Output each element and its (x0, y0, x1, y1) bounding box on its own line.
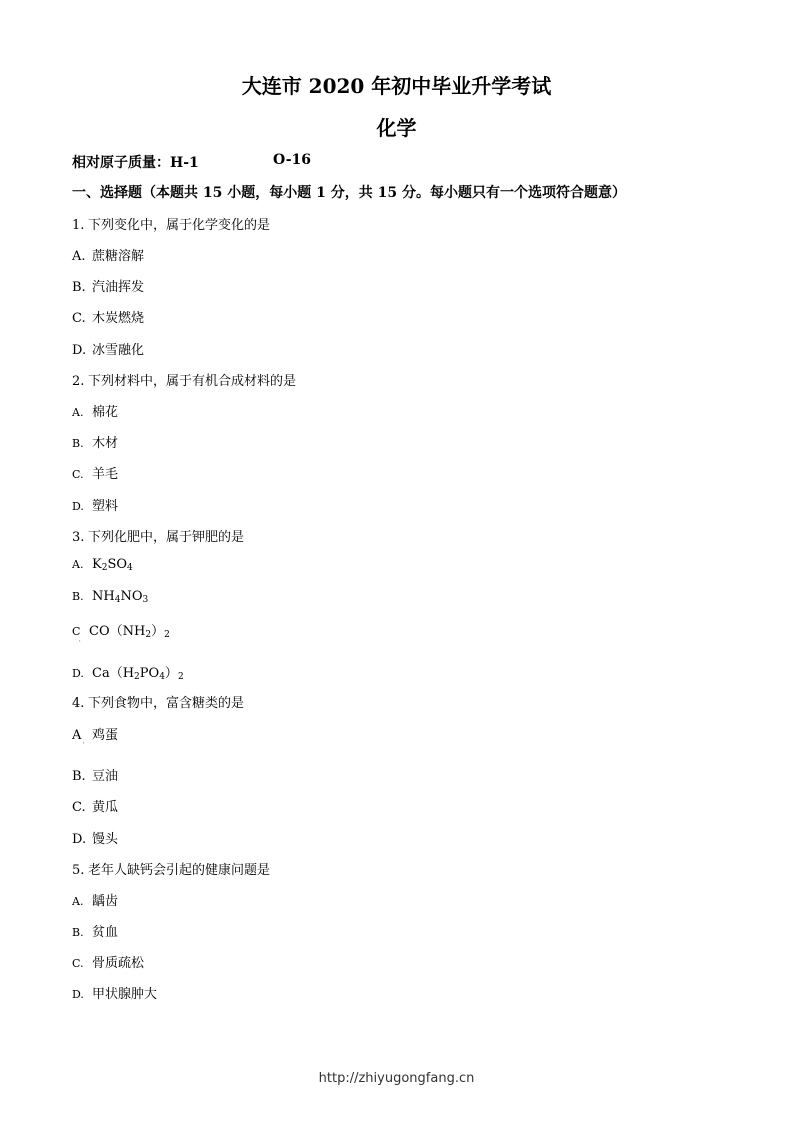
option-letter: A. (72, 249, 86, 264)
question-number: 1. (72, 218, 85, 233)
option-letter: D. (72, 500, 84, 513)
question-stem: 下列食物中，富含糖类的是 (88, 696, 245, 711)
formula-subscript: 2 (134, 672, 140, 682)
option-text: 汽油挥发 (92, 280, 145, 295)
question-stem: 下列化肥中，属于钾肥的是 (88, 530, 245, 545)
subject-title: 化学 (376, 116, 417, 140)
option-letter: B. (72, 926, 84, 939)
formula-subscript: 4 (159, 672, 165, 682)
formula-subscript: 4 (114, 595, 121, 605)
option-letter: C. (72, 800, 86, 815)
formula-subscript: 4 (127, 563, 133, 573)
formula-part: CO（NH (89, 624, 146, 639)
atomic-mass-label: 相对原子质量：H-1 (72, 155, 199, 171)
question-number: 2. (72, 374, 85, 389)
option-text: 豆油 (92, 769, 119, 784)
option-letter: C (72, 625, 81, 638)
option-letter: D. (72, 832, 87, 847)
option-text: 骨质疏松 (92, 956, 145, 971)
option-text: 棉花 (92, 405, 119, 420)
q3-option-c (72, 620, 170, 639)
scan-mark: ' (79, 640, 81, 647)
question-3 (72, 526, 244, 545)
formula-subscript: 2 (164, 630, 170, 640)
q3-option-d (72, 662, 184, 681)
question-stem: 下列材料中，属于有机合成材料的是 (88, 374, 297, 389)
section-heading: 一、选择题（本题共 15 小题，每小题 1 分，共 15 分。每小题只有一个选项符合题意） (72, 185, 626, 201)
q4-option-d (72, 828, 118, 847)
option-letter: C. (72, 957, 84, 970)
option-text: 黄瓜 (92, 800, 119, 815)
option-letter: B. (72, 280, 86, 295)
option-text: 贫血 (92, 925, 119, 940)
option-letter: A. (72, 406, 84, 419)
question-stem: 下列变化中，属于化学变化的是 (88, 218, 271, 233)
option-text: 羊毛 (92, 467, 119, 482)
q4-option-c (72, 796, 118, 815)
atomic-mass-oxygen: O-16 (273, 152, 312, 168)
formula-subscript: 3 (142, 595, 149, 605)
formula-part: NH (92, 589, 115, 604)
q1-option-d (72, 339, 144, 358)
option-text: 冰雪融化 (92, 343, 145, 358)
question-number: 4. (72, 696, 85, 711)
option-text: 馒头 (92, 832, 119, 847)
q4-option-b (72, 765, 118, 784)
option-text: 木材 (92, 436, 119, 451)
q2-option-b (72, 432, 118, 451)
q5-option-c (72, 952, 144, 971)
q1-option-b (72, 276, 144, 295)
q4-option-a (72, 724, 118, 743)
q5-option-b (72, 921, 118, 940)
option-letter: B. (72, 437, 84, 450)
formula-part: K (92, 557, 102, 572)
q3-option-b (72, 589, 148, 604)
formula-part: SO (107, 557, 128, 572)
option-letter: D. (72, 343, 87, 358)
q5-option-d (72, 983, 157, 1002)
scan-mark: ' (83, 742, 85, 749)
q1-option-c (72, 307, 144, 326)
option-text: 甲状腺肿大 (92, 987, 158, 1002)
formula-subscript: 2 (101, 563, 108, 573)
question-2 (72, 370, 296, 389)
exam-title: 大连市 2020 年初中毕业升学考试 (241, 74, 552, 98)
q3-option-a (72, 557, 133, 572)
question-5 (72, 859, 270, 878)
question-stem: 老年人缺钙会引起的健康问题是 (88, 863, 271, 878)
option-letter: D. (72, 988, 84, 1001)
q5-option-a (72, 890, 118, 909)
option-text: 塑料 (92, 499, 119, 514)
option-text: 龋齿 (92, 894, 119, 909)
formula-part: ） (164, 666, 178, 681)
footer-url[interactable]: http://zhiyugongfang.cn (318, 1071, 475, 1086)
option-letter: B. (72, 769, 86, 784)
q1-option-a (72, 245, 144, 264)
option-letter: A. (72, 558, 84, 571)
option-text: 鸡蛋 (92, 728, 119, 743)
option-text: 木炭燃烧 (92, 311, 145, 326)
q2-option-c (72, 463, 118, 482)
formula-subscript: 2 (177, 672, 184, 682)
formula-part: Ca（H (92, 666, 135, 681)
formula-part: ） (151, 624, 165, 639)
question-number: 5. (72, 863, 85, 878)
question-4 (72, 692, 244, 711)
option-text: 蔗糖溶解 (92, 249, 145, 264)
option-letter: A. (72, 895, 84, 908)
option-letter: B. (72, 590, 84, 603)
formula-subscript: 2 (145, 630, 152, 640)
option-letter: A (72, 728, 82, 743)
option-letter: D. (72, 667, 84, 680)
q2-option-d (72, 495, 118, 514)
option-letter: C. (72, 468, 84, 481)
formula-part: PO (139, 666, 160, 681)
question-1 (72, 214, 270, 233)
option-letter: C. (72, 311, 86, 326)
formula-part: NO (120, 589, 143, 604)
question-number: 3. (72, 530, 85, 545)
q2-option-a (72, 401, 118, 420)
